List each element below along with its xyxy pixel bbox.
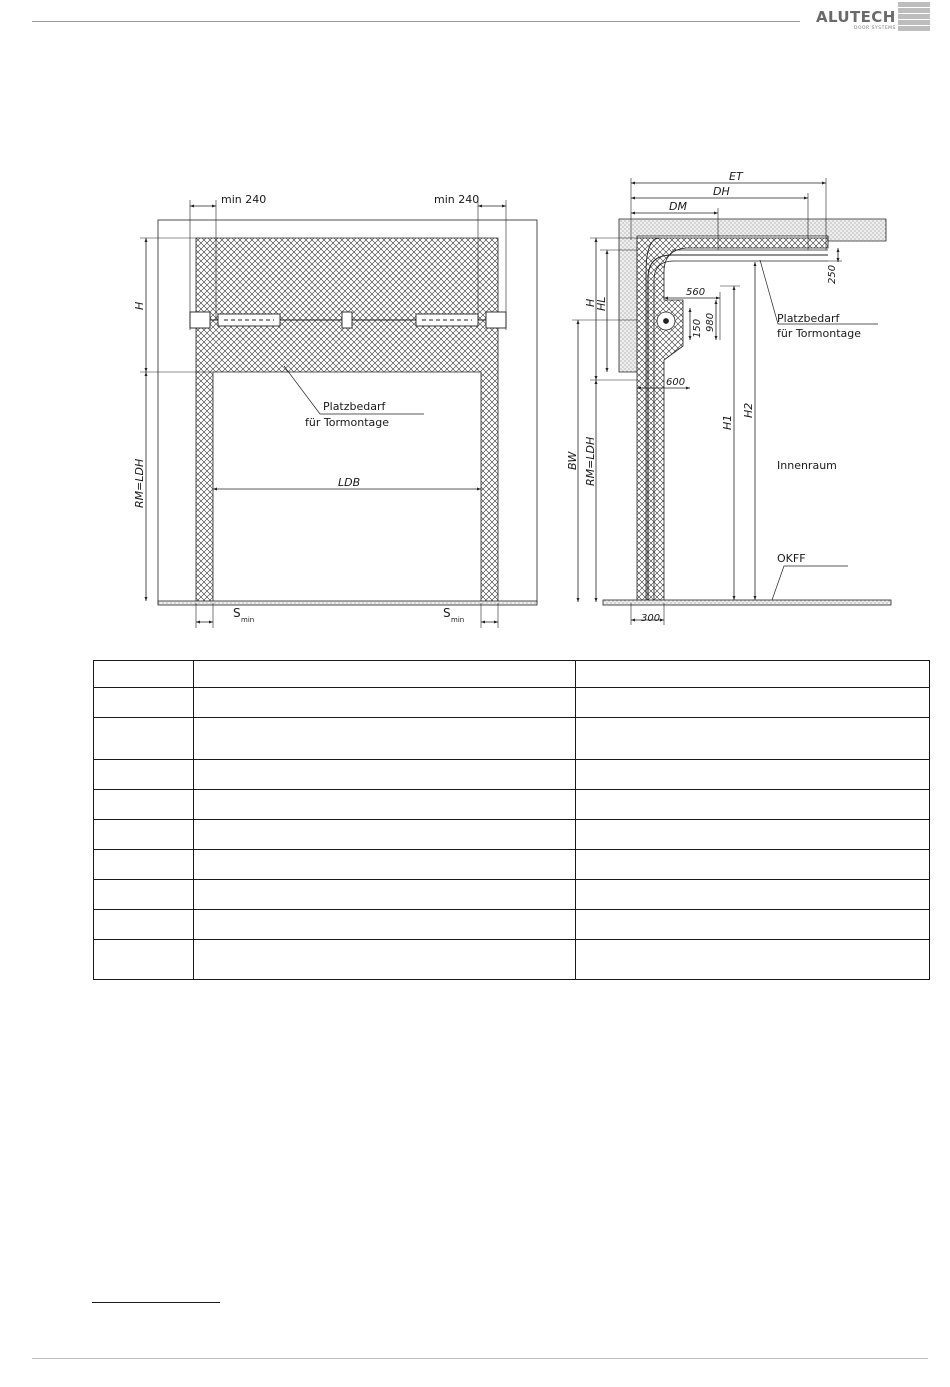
side-view: [572, 178, 891, 625]
specification-table: [93, 660, 930, 980]
table-cell: [94, 820, 194, 850]
dim-600-label: 600: [666, 377, 686, 388]
torsion-shaft: [190, 312, 506, 328]
table-cell: [576, 880, 930, 910]
dim-150-label: 150: [692, 318, 703, 338]
s-min-left-label: S: [233, 606, 241, 620]
dim-300-label: 300: [641, 613, 661, 624]
table-cell: [194, 880, 576, 910]
table-cell: [94, 661, 194, 688]
et-label: ET: [729, 170, 743, 183]
table-cell: [576, 820, 930, 850]
table-cell: [194, 760, 576, 790]
table-cell: [94, 790, 194, 820]
front-view: [140, 200, 537, 628]
table-cell: [576, 940, 930, 980]
side-platzbedarf-line2: für Tormontage: [777, 327, 861, 340]
side-h-label: H: [584, 298, 597, 307]
footnote-rule: [92, 1302, 220, 1303]
table-row: [94, 718, 930, 760]
table-cell: [194, 850, 576, 880]
table-cell: [194, 790, 576, 820]
platzbedarf-line1: Platzbedarf: [323, 400, 386, 413]
table-cell: [194, 940, 576, 980]
dh-label: DH: [713, 185, 730, 198]
h2-label: H2: [742, 402, 755, 418]
table-cell: [194, 718, 576, 760]
dm-label: DM: [669, 200, 687, 213]
footer-rule: [32, 1358, 928, 1359]
s-min-left-sub: min: [241, 616, 255, 624]
ldb-dimension-label: LDB: [338, 476, 361, 489]
logo-wordmark: ALUTECH: [816, 8, 896, 26]
table-row: [94, 820, 930, 850]
s-min-right-label: S: [443, 606, 451, 620]
table-cell: [194, 910, 576, 940]
table-row: [94, 790, 930, 820]
table-cell: [576, 688, 930, 718]
floor-line: [158, 601, 537, 605]
dim-560-label: 560: [686, 287, 706, 298]
bw-label: BW: [566, 451, 579, 470]
table-cell: [94, 880, 194, 910]
table-row: [94, 850, 930, 880]
table-row: [94, 910, 930, 940]
table-cell: [94, 718, 194, 760]
side-platzbedarf-line1: Platzbedarf: [777, 312, 840, 325]
s-min-right-sub: min: [451, 616, 465, 624]
rm-ldh-dimension-label: RM=LDH: [133, 458, 146, 508]
min-240-right-label: min 240: [434, 193, 480, 206]
table-cell: [194, 820, 576, 850]
innenraum-label: Innenraum: [777, 459, 837, 472]
okff-label: OKFF: [777, 552, 806, 565]
hl-label: HL: [595, 296, 608, 311]
h-dimension-label: H: [133, 301, 146, 310]
side-floor: [603, 600, 891, 605]
platzbedarf-line2: für Tormontage: [305, 416, 389, 429]
table-row: [94, 940, 930, 980]
table-cell: [94, 910, 194, 940]
technical-drawing: [0, 0, 950, 640]
table-row: [94, 661, 930, 688]
table-cell: [94, 760, 194, 790]
table-cell: [576, 661, 930, 688]
table-cell: [576, 910, 930, 940]
table-cell: [576, 760, 930, 790]
table-cell: [194, 661, 576, 688]
table-cell: [194, 688, 576, 718]
logo-tagline: DOOR SYSTEMS: [854, 26, 896, 31]
h1-label: H1: [721, 414, 734, 430]
table-cell: [576, 718, 930, 760]
table-cell: [576, 790, 930, 820]
table-cell: [576, 850, 930, 880]
table-cell: [94, 688, 194, 718]
dim-250-label: 250: [827, 264, 838, 284]
min-240-left-label: min 240: [221, 193, 267, 206]
side-rm-ldh-label: RM=LDH: [584, 436, 597, 486]
table-row: [94, 688, 930, 718]
dim-980-label: 980: [705, 312, 716, 332]
table-row: [94, 880, 930, 910]
table-cell: [94, 850, 194, 880]
table-cell: [94, 940, 194, 980]
table-row: [94, 760, 930, 790]
